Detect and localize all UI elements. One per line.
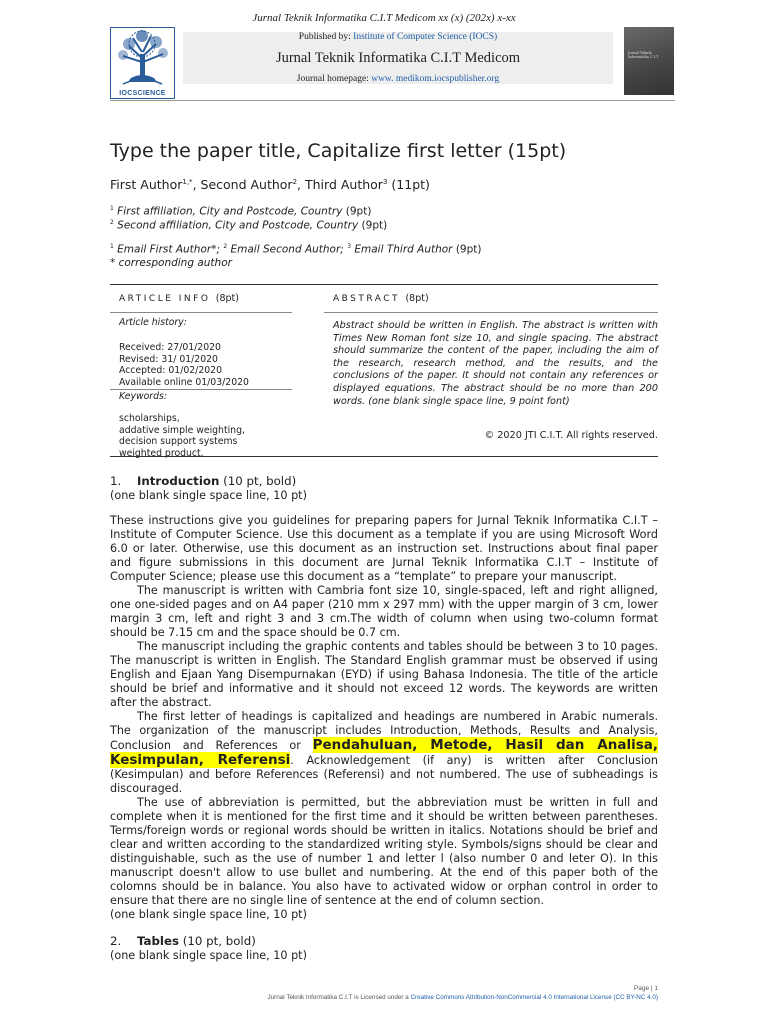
- page-number: Page | 1: [633, 985, 658, 992]
- abstract-heading: [333, 293, 429, 304]
- email-second: Email Second Author;: [230, 243, 344, 256]
- tree-logo-icon: [111, 28, 174, 86]
- history-online: Available online 01/03/2020: [119, 376, 249, 388]
- section-title: Tables: [137, 934, 179, 948]
- header-divider: [110, 100, 675, 101]
- author-name: First Author: [110, 177, 183, 192]
- license-notice: [0, 994, 768, 1001]
- introduction-body: [110, 514, 658, 922]
- author-sup: 2: [292, 177, 298, 186]
- journal-name: Jurnal Teknik Informatika C.I.T Medicom: [275, 50, 521, 66]
- section-note: (10 pt, bold): [179, 934, 256, 948]
- abstract-rule: [324, 312, 658, 313]
- paragraph: [110, 710, 658, 796]
- cover-title: Jurnal Teknik Informatika C.I.T: [628, 51, 659, 59]
- homepage-label: Journal homepage:: [296, 74, 369, 84]
- keywords-label: Keywords:: [119, 391, 167, 402]
- article-history: [119, 342, 249, 388]
- author-sep: ,: [192, 177, 201, 192]
- spacing-note: (one blank single space line, 10 pt): [110, 908, 307, 921]
- affiliation-sup: 1: [110, 205, 114, 212]
- author-sep: ,: [297, 177, 305, 192]
- history-accepted: Accepted: 01/02/2020: [119, 365, 222, 377]
- article-info-label: ARTICLE INFO: [119, 294, 211, 304]
- email-sup: 3: [347, 243, 352, 250]
- author-emails: [110, 243, 481, 256]
- paragraph: The use of abbreviation is permitted, but the abbreviation must be written in full and complete when it is mentioned for the first time and it should be written between parentheses. Terms/foreign words or regional words should be written in italics. Notations should be brief and clear and written according to the standardized writing style. Symbols/signs should be clear and distinguishable, such as the use of number 1 and letter l (also number 0 and leter O). In this manuscript doesn't allow to use bullet and numbering. At the end of this paper both of the colomns should be in balance. You also have to activated widow or orphan control in order to ensure that there are no single line of sentence at the end of column section.: [110, 796, 658, 907]
- abstract-text: Abstract should be written in English. The abstract is written with Times New Roman font size 10, and single spacing. The abstract should summarize the content of the paper, including the aim of the research, research method, and the results, and the conclusions of the paper. It should not contain any references or displayed equations. The abstract should be no more than 200 words. (one blank single space line, 9 point font): [333, 320, 658, 407]
- publisher-link[interactable]: Institute of Computer Science (IOCS): [353, 32, 498, 42]
- keyword: weighted product.: [119, 447, 204, 459]
- section-note: (10 pt, bold): [219, 474, 297, 488]
- paragraph-text: . Acknowledgement (if any) is written after Conclusion (Kesimpulan) and before References (Referensi) and not numbered. The use of subheadings is discouraged.: [110, 754, 658, 795]
- article-info-heading: [119, 293, 239, 304]
- history-received: Received: 27/01/2020: [119, 342, 221, 353]
- affiliation-2: [110, 219, 387, 232]
- affiliation-note: (9pt): [342, 205, 372, 218]
- section-number: 1.: [110, 474, 122, 488]
- author-sup: 3: [382, 177, 388, 186]
- published-by-label: Published by:: [298, 32, 351, 42]
- abstract-label: ABSTRACT: [333, 294, 401, 304]
- paragraph-text: The first letter of headings is capitalized and headings are numbered in Arabic numerals. The organization of the manuscript includes Introduction, Methods, Results and Analysis, Conclusion and References or: [110, 710, 658, 752]
- affiliation-sup: 2: [110, 219, 114, 226]
- email-sup: 1: [110, 243, 114, 250]
- info-bottom-rule: [110, 456, 658, 457]
- copyright-notice: © 2020 JTI C.I.T. All rights reserved.: [484, 430, 658, 441]
- highlighted-section-names: Pendahuluan, Metode, Hasil dan Analisa, Kesimpulan, Referensi: [110, 737, 658, 768]
- author-size-note: (11pt): [391, 177, 430, 192]
- section-title: Introduction: [137, 474, 220, 488]
- logo-text: IOCSCIENCE: [119, 90, 166, 97]
- corresponding-author: * corresponding author: [110, 257, 232, 269]
- keywords-list: [119, 413, 245, 459]
- spacing-note: (one blank single space line, 10 pt): [110, 949, 307, 962]
- email-note: (9pt): [452, 243, 482, 256]
- article-info-note: (8pt): [215, 293, 239, 304]
- affiliation-text: Second affiliation, City and Postcode, Country: [117, 219, 359, 232]
- keyword: addative simple weighting,: [119, 424, 245, 436]
- email-first: Email First Author*;: [117, 243, 220, 256]
- keyword: decision support systems: [119, 436, 238, 448]
- info-rule: [110, 312, 292, 313]
- section-number: 2.: [110, 934, 122, 948]
- keyword: scholarships,: [119, 413, 180, 424]
- spacing-note: (one blank single space line, 10 pt): [110, 489, 307, 502]
- paragraph: These instructions give you guidelines for preparing papers for Jurnal Teknik Informatika C.I.T – Institute of Computer Science. Use this document as a template if you are using Microsoft Word 6.0 or later. Otherwise, use this document as an instruction set. Instructions about final paper and figure submissions in this document are Jurnal Teknik Informatika C.I.T – Institute of Computer Science; please use this document as a “template” to prepare your manuscript.: [110, 514, 658, 583]
- history-label: Article history:: [119, 317, 187, 328]
- section-heading-introduction: [110, 474, 296, 488]
- journal-cover-image: [624, 27, 674, 95]
- license-link[interactable]: Creative Commons Attribution-NonCommercial 4.0 International License (CC BY-NC 4.0): [410, 994, 658, 1001]
- keywords-rule: [110, 389, 292, 390]
- section-heading-tables: [110, 934, 256, 948]
- homepage-link[interactable]: www. medikom.iocspublisher.org: [371, 74, 500, 84]
- paper-title: Type the paper title, Capitalize first letter (15pt): [110, 140, 567, 162]
- author-name: Third Author: [305, 177, 383, 192]
- author-list: [110, 177, 430, 192]
- journal-homepage: [183, 74, 613, 84]
- email-sup: 2: [223, 243, 228, 250]
- info-top-rule: [110, 284, 658, 285]
- affiliation-text: First affiliation, City and Postcode, Country: [117, 205, 343, 218]
- abstract-note: (8pt): [405, 293, 429, 304]
- published-by: [183, 32, 613, 42]
- affiliation-1: [110, 205, 371, 218]
- license-prefix: Jurnal Teknik Informatika C.I.T is Licensed under a: [267, 994, 411, 1001]
- email-third: Email Third Author: [354, 243, 453, 256]
- iocscience-logo: [110, 27, 175, 99]
- running-head: Jurnal Teknik Informatika C.I.T Medicom xx (x) (202x) x-xx: [252, 12, 516, 24]
- author-name: Second Author: [200, 177, 293, 192]
- history-revised: Revised: 31/ 01/2020: [119, 353, 218, 365]
- affiliation-note: (9pt): [358, 219, 388, 232]
- paragraph: The manuscript is written with Cambria font size 10, single-spaced, left and right alligned, one one-sided pages and on A4 paper (210 mm x 297 mm) with the upper margin of 3 cm, lower margin 3 cm, left and right 3 and 3 cm.The width of column when using two-column format should be 7.15 cm and the space should be 0.7 cm.: [110, 584, 658, 639]
- author-sup: 1,*: [182, 177, 193, 186]
- paragraph: The manuscript including the graphic contents and tables should be between 3 to 10 pages. The manuscript is written in English. The Standard English grammar must be observed if using English and Ejaan Yang Disempurnakan (EYD) if using Bahasa Indonesia. The title of the article should be brief and informative and it should not exceed 12 words. The keywords are written after the abstract.: [110, 640, 658, 709]
